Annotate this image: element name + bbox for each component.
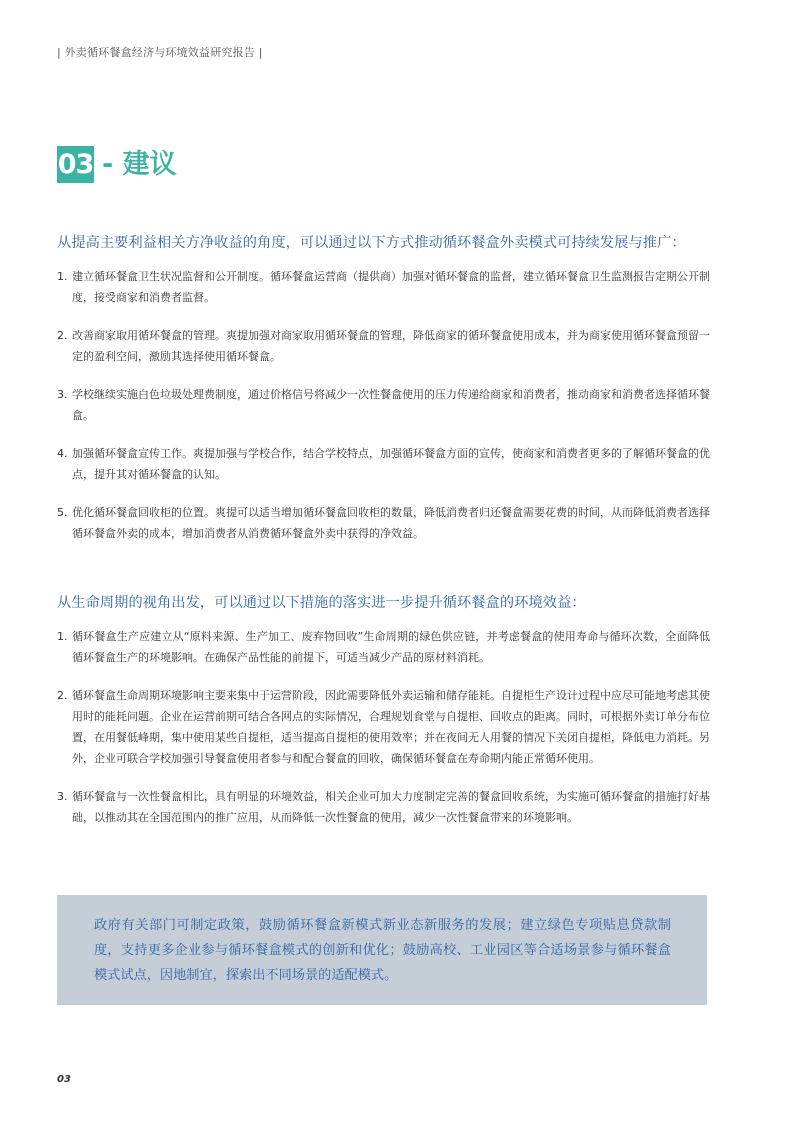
list-item	[57, 384, 710, 426]
item-text: 改善商家取用循环餐盒的管理。爽提加强对商家取用循环餐盒的管理，降低商家的循环餐盒使用成本，并为商家使用循环餐盒预留一定的盈利空间，激励其选择使用循环餐盒。	[72, 329, 710, 363]
item-text: 循环餐盒与一次性餐盒相比，具有明显的环境效益，相关企业可加大力度制定完善的餐盒回收系统，为实施可循环餐盒的措施打好基础，以推动其在全国范围内的推广应用，从而降低一次性餐盒的使用，减少一次性餐盒带来的环境影响。	[72, 790, 710, 824]
list-item	[57, 502, 710, 544]
list-item	[57, 626, 710, 668]
running-header: | 外卖循环餐盒经济与环境效益研究报告 |	[57, 46, 263, 59]
list-item	[57, 685, 710, 769]
item-text: 建立循环餐盒卫生状况监督和公开制度。循环餐盒运营商（提供商）加强对循环餐盒的监督，建立循环餐盒卫生监测报告定期公开制度，接受商家和消费者监督。	[72, 270, 710, 304]
list-item	[57, 325, 710, 367]
item-number: 2.	[57, 689, 68, 702]
part2-intro: 从生命周期的视角出发，可以通过以下措施的落实进一步提升循环餐盒的环境效益：	[57, 595, 586, 611]
item-text: 循环餐盒生产应建立从“原料来源、生产加工、废弃物回收”生命周期的绿色供应链，并考虑餐盒的使用寿命与循环次数，全面降低循环餐盒生产的环境影响。在确保产品性能的前提下，可适当减少产品的原材料消耗。	[72, 630, 710, 664]
part1-intro: 从提高主要利益相关方净收益的角度，可以通过以下方式推动循环餐盒外卖模式可持续发展与推广：	[57, 235, 686, 251]
item-number: 5.	[57, 506, 68, 519]
item-number: 2.	[57, 329, 68, 342]
page-number: 03	[57, 1074, 71, 1085]
item-number: 3.	[57, 790, 68, 803]
item-text: 学校继续实施白色垃圾处理费制度，通过价格信号将减少一次性餐盒使用的压力传递给商家和消费者，推动商家和消费者选择循环餐盒。	[72, 388, 710, 422]
item-number: 1.	[57, 270, 68, 283]
list-item	[57, 443, 710, 485]
section-number-badge: 03	[57, 146, 94, 183]
policy-highlight-box	[57, 895, 707, 1005]
item-number: 4.	[57, 447, 68, 460]
item-text: 加强循环餐盒宣传工作。爽提加强与学校合作，结合学校特点，加强循环餐盒方面的宣传，使商家和消费者更多的了解循环餐盒的优点，提升其对循环餐盒的认知。	[72, 447, 710, 481]
policy-highlight-text: 政府有关部门可制定政策，鼓励循环餐盒新模式新业态新服务的发展；建立绿色专项贴息贷款制度，支持更多企业参与循环餐盒模式的创新和优化；鼓励高校、工业园区等合适场景参与循环餐盒模式试点，因地制宜，探索出不同场景的适配模式。	[94, 918, 671, 983]
section-heading: - 建议	[102, 149, 177, 180]
part1-list	[57, 266, 710, 561]
list-item	[57, 786, 710, 828]
item-number: 3.	[57, 388, 68, 401]
item-text: 优化循环餐盒回收柜的位置。爽提可以适当增加循环餐盒回收柜的数量，降低消费者归还餐盒需要花费的时间，从而降低消费者选择循环餐盒外卖的成本，增加消费者从消费循环餐盒外卖中获得的净效益。	[72, 506, 710, 540]
item-text: 循环餐盒生命周期环境影响主要来集中于运营阶段，因此需要降低外卖运输和储存能耗。自提柜生产设计过程中应尽可能地考虑其使用时的能耗问题。企业在运营前期可结合各网点的实际情况，合理规划食堂与自提柜、回收点的距离。同时，可根据外卖订单分布位置，在用餐低峰期，集中使用某些自提柜，适当提高自提柜的使用效率；并在夜间无人用餐的情况下关闭自提柜，降低电力消耗。另外，企业可联合学校加强引导餐盒使用者参与和配合餐盒的回收，确保循环餐盒在寿命期内能正常循环使用。	[72, 689, 710, 765]
list-item	[57, 266, 710, 308]
part2-list	[57, 626, 710, 845]
section-title	[57, 146, 177, 183]
item-number: 1.	[57, 630, 68, 643]
